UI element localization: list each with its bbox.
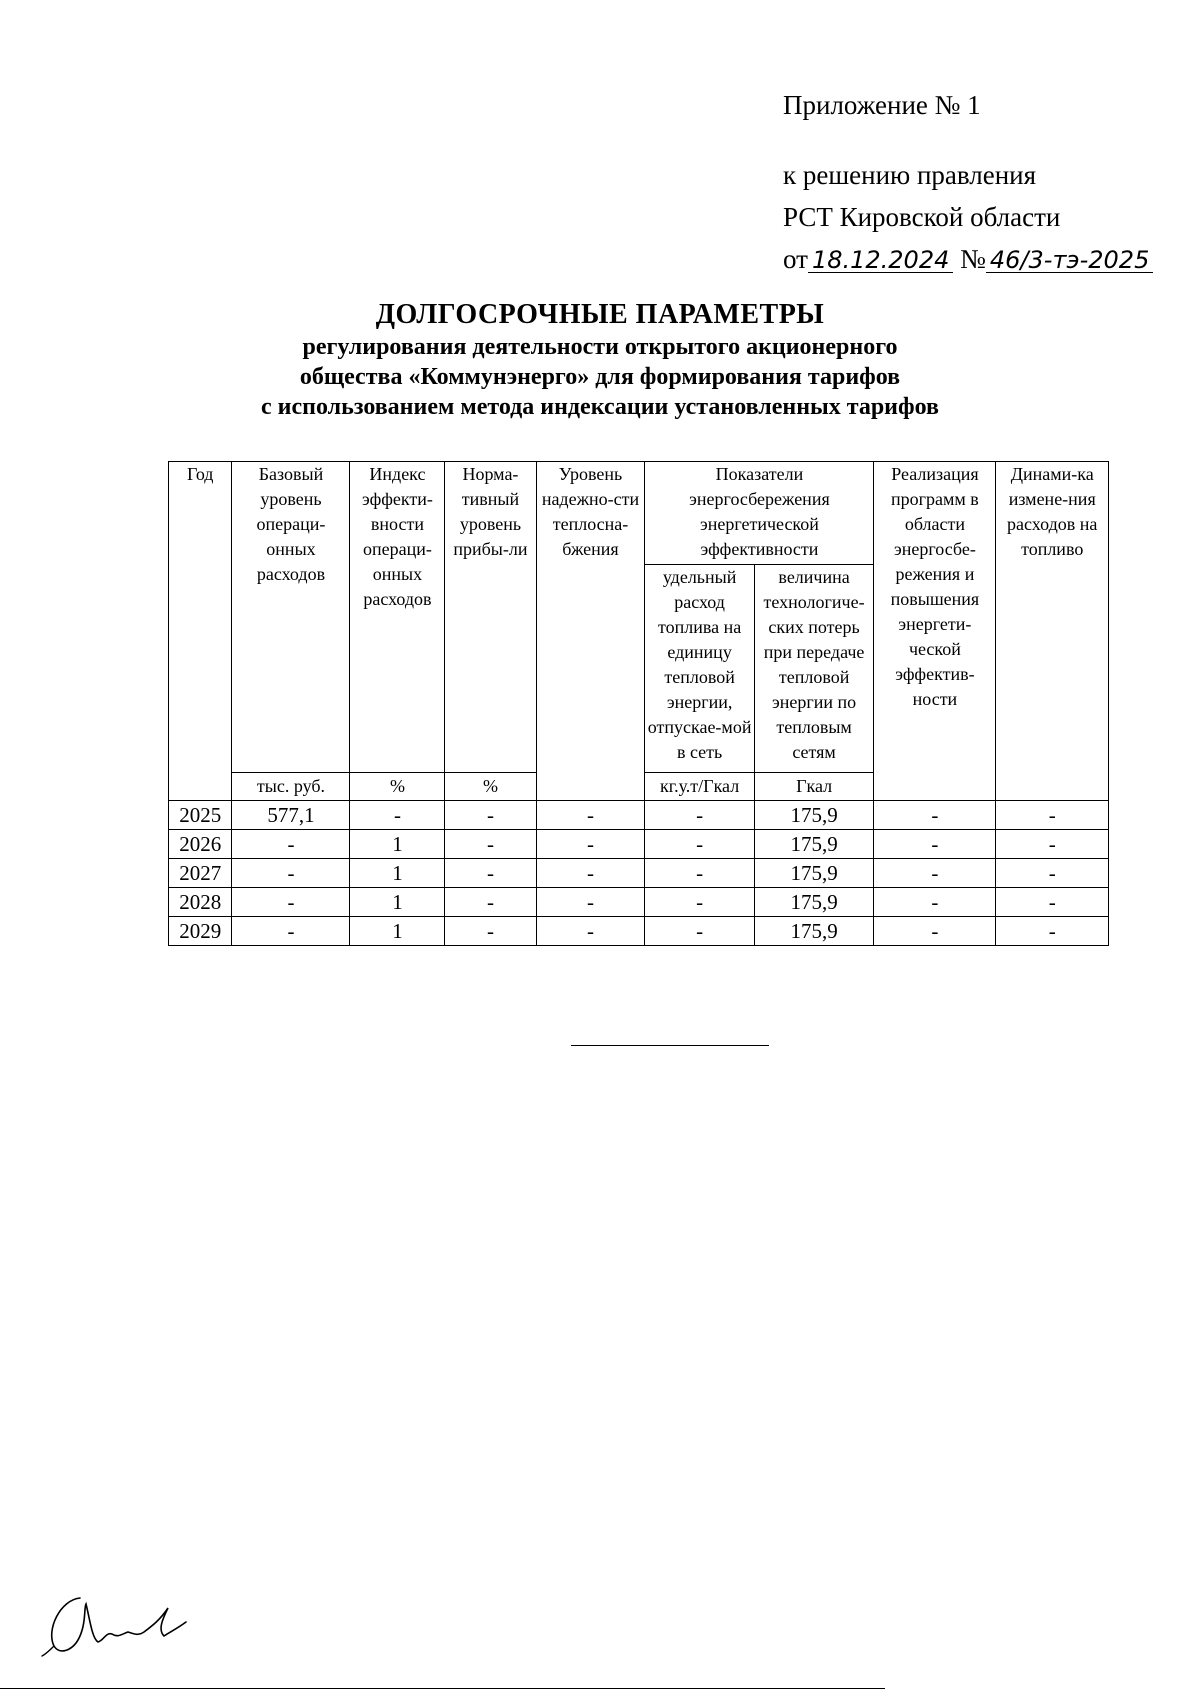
appendix-date-line [783,238,1183,280]
title-sub-1: регулирования деятельности открытого акционерного [302,334,898,360]
table-cell: 175,9 [754,888,874,917]
table-cell: - [232,917,350,946]
table-cell: - [645,859,754,888]
title-sub-3: с использованием метода индексации установленных тарифов [261,394,939,420]
appendix-line-2: РСТ Кировской области [783,202,1061,232]
number-prefix: № [960,244,986,274]
table-cell: 175,9 [754,917,874,946]
title-sub-2: общества «Коммунэнерго» для формирования тарифов [299,364,901,390]
appendix-line-1: к решению правления [783,160,1037,190]
table-cell: - [536,830,645,859]
table-cell: - [645,917,754,946]
table-cell: 175,9 [754,801,874,830]
table-row [169,917,1109,946]
divider-line [571,1045,769,1046]
table-cell: 2025 [169,801,232,830]
table-cell: 2028 [169,888,232,917]
header-fuel-consumption: удельный расход топлива на единицу тепловой энергии, отпускае-мой в сеть [645,565,754,773]
table-cell: - [536,888,645,917]
table-cell: - [996,888,1109,917]
appendix-title: Приложение № 1 [783,90,981,120]
table-cell: - [445,830,536,859]
table-cell: 1 [350,917,445,946]
bottom-rule [0,1688,885,1689]
appendix-gap [783,126,1183,154]
table-cell: - [996,859,1109,888]
table-cell: 1 [350,859,445,888]
table-row [169,830,1109,859]
appendix-block [783,84,1183,280]
table-cell: - [445,801,536,830]
table-cell: - [645,801,754,830]
parameters-table [168,461,1109,946]
table-cell: 1 [350,830,445,859]
table-cell: - [874,830,996,859]
table-cell: - [232,888,350,917]
unit-base-level: тыс. руб. [232,773,350,801]
table-cell: 175,9 [754,830,874,859]
table-cell: - [874,917,996,946]
table-cell: - [996,917,1109,946]
header-programs: Реализация программ в области энергосбе-режения и повышения энергети-ческой эффектив-ности [874,462,996,801]
handwritten-date: 18.12.2024 [808,248,953,273]
table-cell: 2029 [169,917,232,946]
date-prefix: от [783,244,808,274]
table-cell: - [350,801,445,830]
table-cell: - [445,859,536,888]
table-cell: - [874,859,996,888]
header-year: Год [169,462,232,801]
table-cell: - [536,801,645,830]
table-cell: - [445,888,536,917]
table-cell: 175,9 [754,859,874,888]
table-cell: - [536,859,645,888]
table-cell: 577,1 [232,801,350,830]
document-title [0,298,1200,422]
header-row-1 [169,462,1109,565]
table-body [169,801,1109,946]
header-base-level: Базовый уровень операци-онных расходов [232,462,350,773]
table-cell: - [232,830,350,859]
table-cell: - [232,859,350,888]
table-cell: - [645,830,754,859]
table-cell: 1 [350,888,445,917]
table-cell: - [874,801,996,830]
table-cell: - [645,888,754,917]
table-cell: 2026 [169,830,232,859]
handwritten-number: 46/3-тэ-2025 [986,248,1153,273]
header-normative-profit: Норма-тивный уровень прибы-ли [445,462,536,773]
unit-normative-profit: % [445,773,536,801]
table-row [169,859,1109,888]
header-tech-losses: величина технологиче-ских потерь при передаче тепловой энергии по тепловым сетям [754,565,874,773]
header-reliability: Уровень надежно-сти теплосна-бжения [536,462,645,801]
header-fuel-dynamics: Динами-ка измене-ния расходов на топливо [996,462,1109,801]
table-row [169,888,1109,917]
header-efficiency-index: Индекс эффекти-вности операци-онных расходов [350,462,445,773]
header-energy-group: Показатели энергосбережения энергетической эффективности [645,462,874,565]
signature-image [40,1590,200,1660]
table-cell: 2027 [169,859,232,888]
table-row [169,801,1109,830]
table-cell: - [996,801,1109,830]
unit-fuel-consumption: кг.у.т/Гкал [645,773,754,801]
unit-efficiency-index: % [350,773,445,801]
table-cell: - [536,917,645,946]
table-cell: - [874,888,996,917]
title-main: ДОЛГОСРОЧНЫЕ ПАРАМЕТРЫ [375,299,825,330]
unit-tech-losses: Гкал [754,773,874,801]
table-cell: - [996,830,1109,859]
table-cell: - [445,917,536,946]
